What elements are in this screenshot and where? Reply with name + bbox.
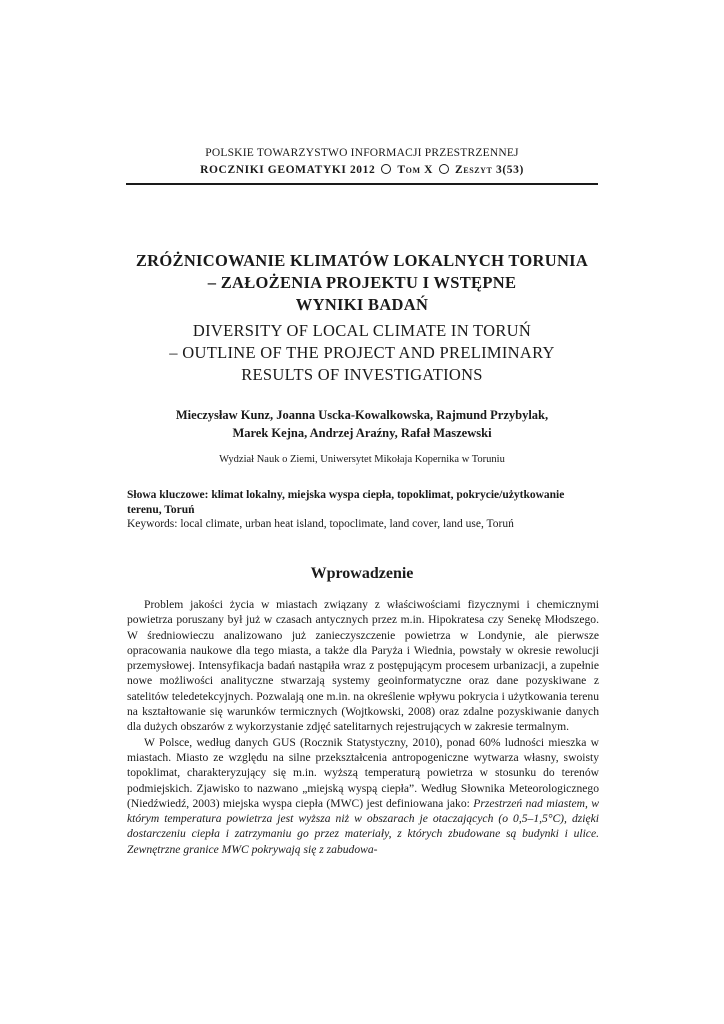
title-english-line: RESULTS OF INVESTIGATIONS — [241, 365, 483, 384]
keywords-english: Keywords: local climate, urban heat island, topoclimate, land cover, land use, Toruń — [127, 518, 514, 530]
author-list — [100, 406, 624, 442]
title-polish — [100, 250, 624, 316]
journal-line — [0, 164, 724, 176]
society-name: POLSKIE TOWARZYSTWO INFORMACJI PRZESTRZENNEJ — [205, 147, 519, 159]
paragraph-text: W Polsce, według danych GUS (Rocznik Statystyczny, 2010), ponad 60% ludności mieszka w miastach. Miasto ze względu na silne przekształcenia antropogeniczne wytwarza własny, swoisty topoklimat, charakteryzujący się m.in. wyższą temperaturą powietrza w stosunku do terenów podmiejskich. Zjawisko to nazwano „miejską wyspą ciepła”. Według Słownika Meteorologicznego (Niedźwiedź, 2003) miejska wyspa ciepła (MWC) jest definiowana jako: — [127, 735, 599, 810]
title-polish-line: WYNIKI BADAŃ — [295, 295, 429, 314]
paragraph — [127, 735, 599, 857]
volume-label: Tom X — [397, 164, 433, 176]
journal-name: ROCZNIKI GEOMATYKI 2012 — [200, 164, 376, 176]
title-polish-line: – ZAŁOŻENIA PROJEKTU I WSTĘPNE — [207, 273, 517, 292]
title-polish-line: ZRÓŻNICOWANIE KLIMATÓW LOKALNYCH TORUNIA — [135, 251, 589, 270]
author-line: Marek Kejna, Andrzej Araźny, Rafał Maszewski — [232, 426, 492, 440]
paragraph: Problem jakości życia w miastach związany z właściwościami fizycznymi i chemicznymi powietrza poruszany był już w czasach antycznych przez m.in. Hipokratesa czy Senekę Młodszego. W średniowieczu analizowano już zanieczyszczenie powietrza w Londynie, ale pierwsze opracowania naukowe dla tego miasta, a także dla Paryża i Wiednia, powstały w okresie rewolucji przemysłowej. Intensyfikacja badań nastąpiła wraz z postępującym procesem urbanizacji, a zupełnie nowe możliwości analityczne stwarzają systemy geoinformatyczne oraz dane pozyskiwane z satelitów teledetekcyjnych. Pozwalają one m.in. na określenie wpływu pokrycia i użytkowania terenu na kształtowanie się warunków termicznych (Wojtkowski, 2008) oraz zdalne pozyskiwanie danych dla dużych obszarów z wykorzystanie zdjęć satelitarnych rejestrujących w zakresie termalnym. — [127, 598, 599, 734]
keywords-block — [127, 488, 599, 532]
section-heading: Wprowadzenie — [310, 565, 414, 582]
title-english-line: DIVERSITY OF LOCAL CLIMATE IN TORUŃ — [192, 321, 532, 340]
affiliation: Wydział Nauk o Ziemi, Uniwersytet Mikołaja Kopernika w Toruniu — [219, 454, 505, 465]
issue-label: Zeszyt 3(53) — [454, 164, 524, 176]
circle-separator-icon — [439, 164, 449, 174]
author-line: Mieczysław Kunz, Joanna Uscka-Kowalkowska, Rajmund Przybylak, — [175, 408, 549, 422]
circle-separator-icon — [381, 164, 391, 174]
title-english-line: – OUTLINE OF THE PROJECT AND PRELIMINARY — [169, 343, 555, 362]
header-divider — [126, 183, 598, 185]
body-text — [127, 597, 599, 857]
definition-quote: Przestrzeń nad miastem, w którym temperatura powietrza jest wyższa niż w obszarach je otaczających (o 0,5–1,5°C), dzięki dostarczeniu ciepła i zatrzymaniu go przez materiały, z których zbudowane są budynki i ulice. Zewnętrzne granice MWC pokrywają się z zabudowa- — [127, 796, 599, 856]
keywords-polish: Słowa kluczowe: klimat lokalny, miejska wyspa ciepła, topoklimat, pokrycie/użytkowanie terenu, Toruń — [127, 489, 565, 516]
title-english — [100, 320, 624, 386]
